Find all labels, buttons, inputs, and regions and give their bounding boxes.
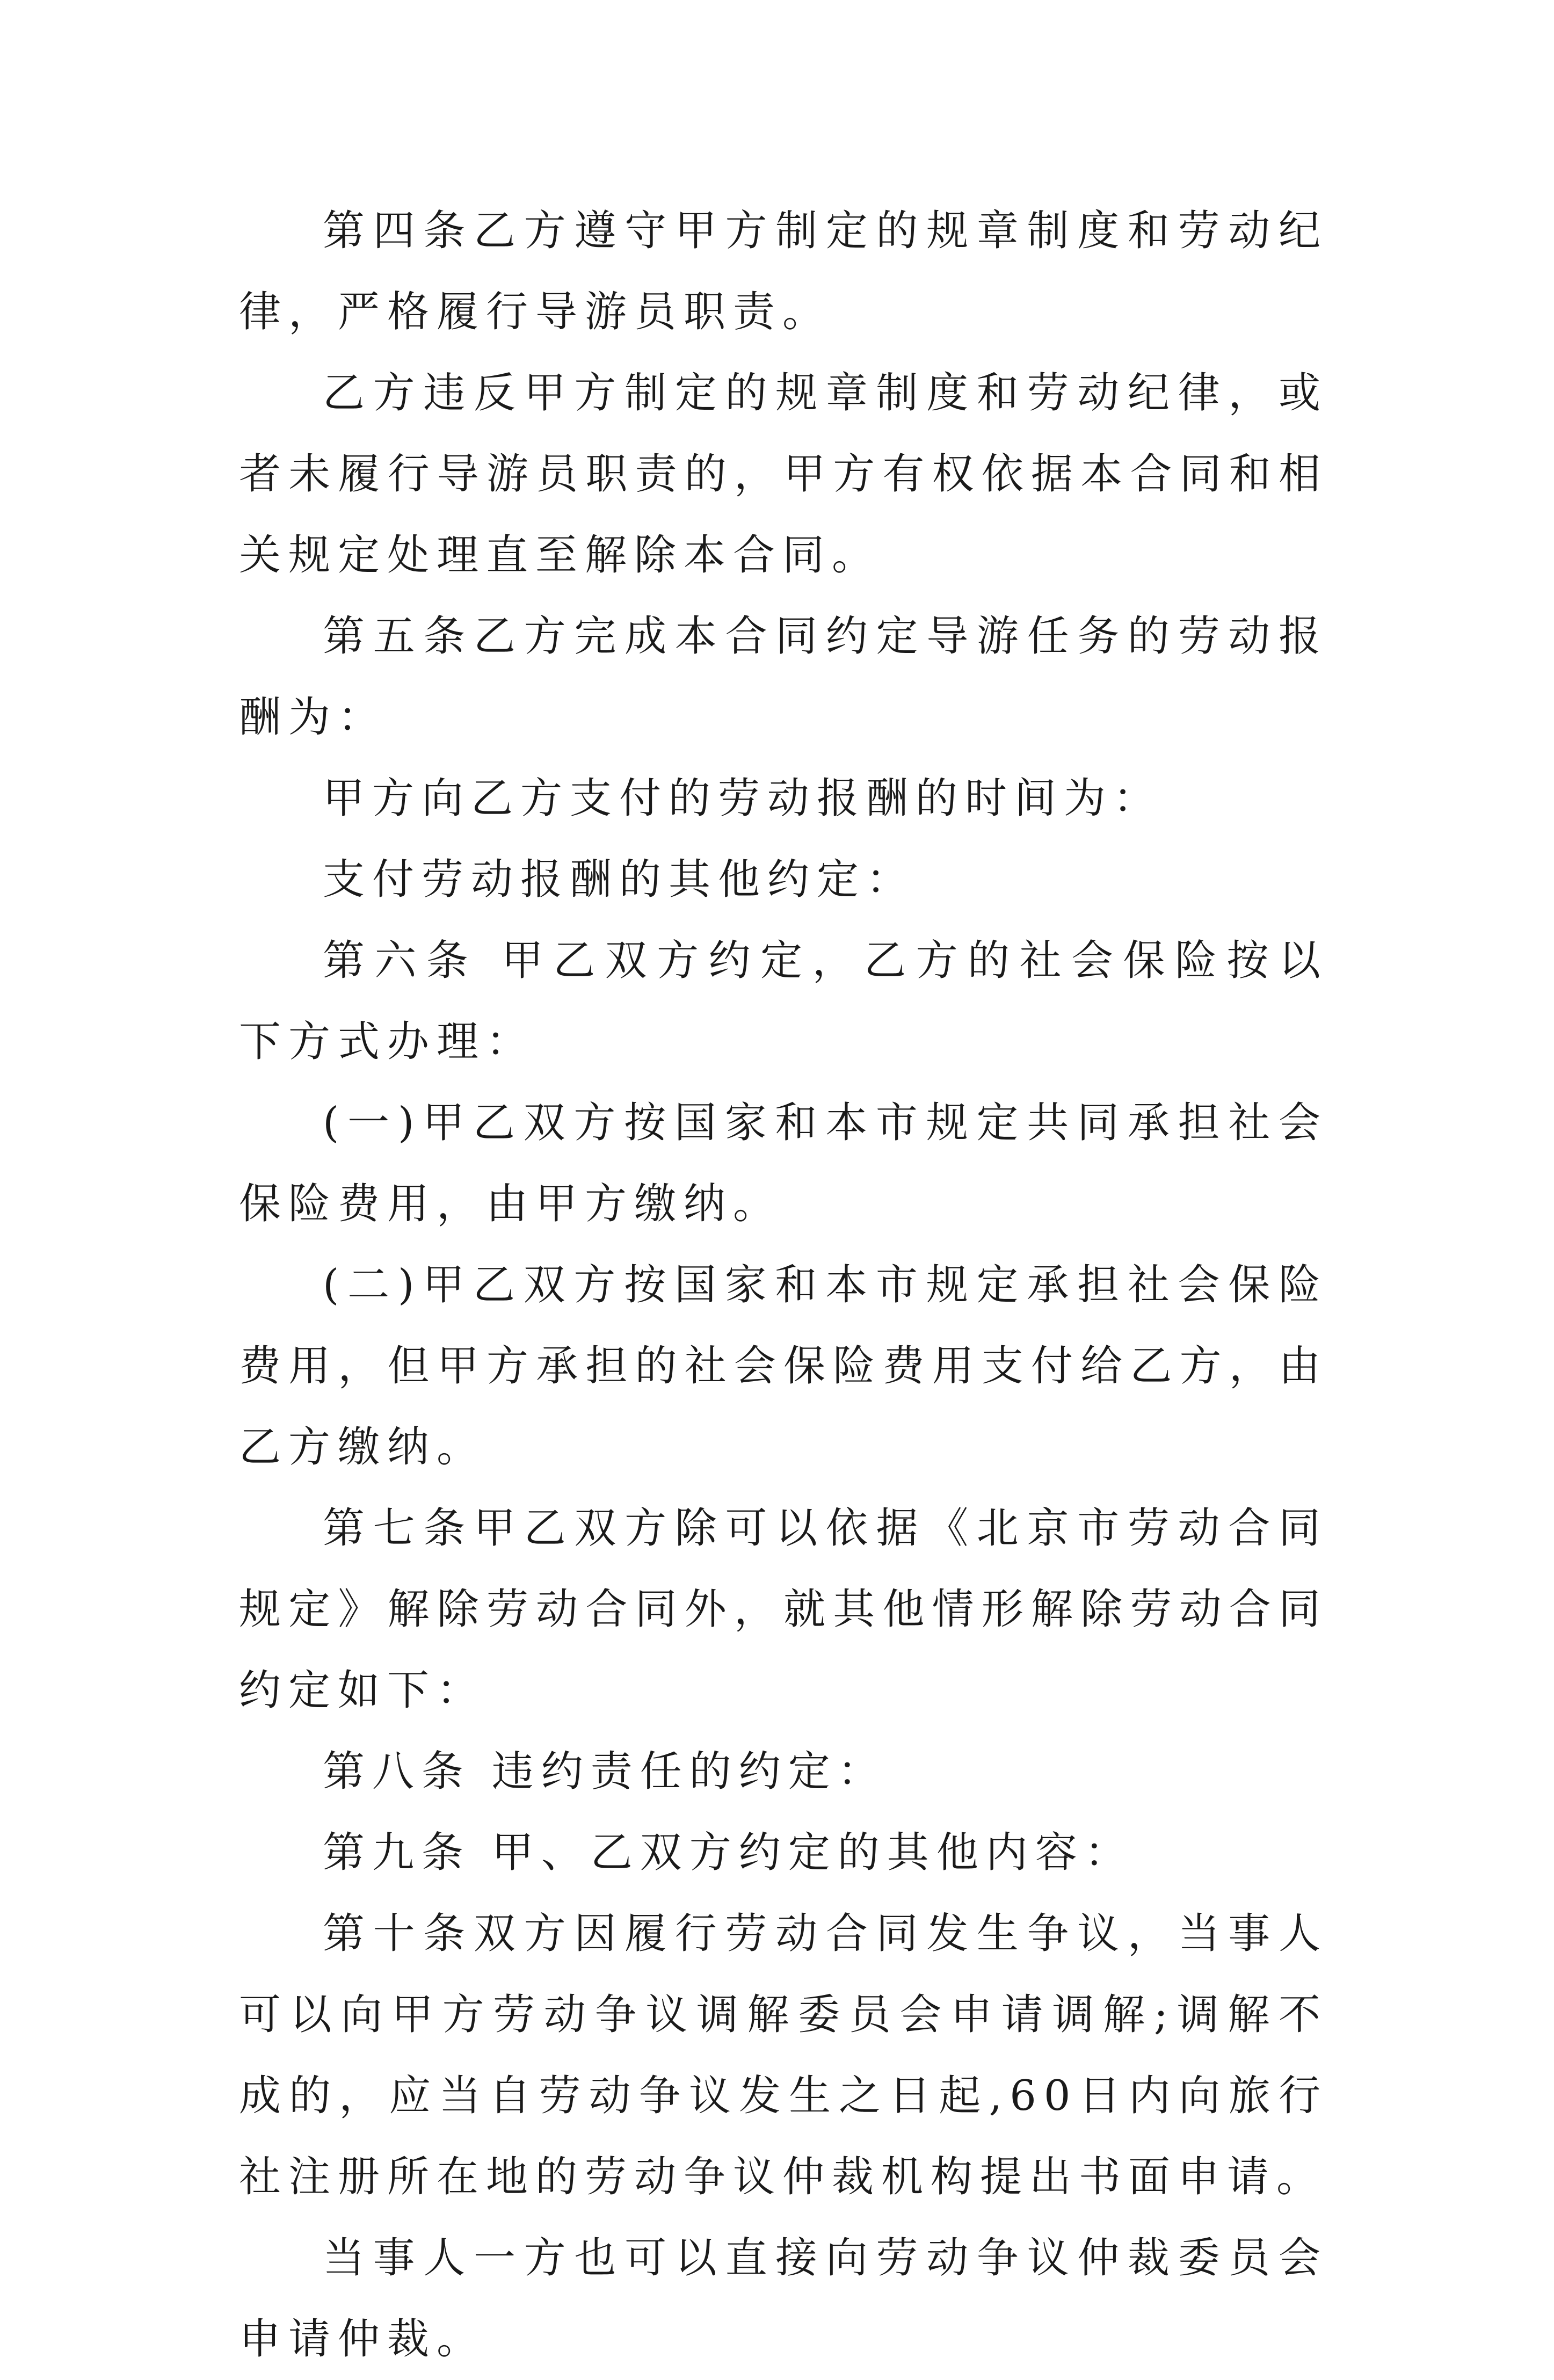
paragraph-article-4-violation: 乙方违反甲方制定的规章制度和劳动纪律，或者未履行导游员职责的，甲方有权依据本合同和相关规定处理直至解除本合同。 (239, 369, 1328, 579)
paragraph-article-10: 第十条双方因履行劳动合同发生争议，当事人可以向甲方劳动争议调解委员会申请调解;调解不成的，应当自劳动争议发生之日起,60日内向旅行社注册所在地的劳动争议仲裁机构提出书面申请。 (239, 1910, 1328, 2201)
paragraph-payment-other: 支付劳动报酬的其他约定： (323, 855, 916, 904)
paragraph-article-6: 第六条 甲乙双方约定，乙方的社会保险按以下方式办理： (239, 937, 1328, 1066)
contract-body (239, 191, 1328, 2380)
paragraph-article-7: 第七条甲乙双方除可以依据《北京市劳动合同规定》解除劳动合同外，就其他情形解除劳动合同约定如下： (239, 1504, 1328, 1715)
paragraph-insurance-option-2: (二)甲乙双方按国家和本市规定承担社会保险费用，但甲方承担的社会保险费用支付给乙方，由乙方缴纳。 (239, 1261, 1328, 1471)
paragraph-article-9: 第九条 甲、乙双方约定的其他内容： (323, 1828, 1134, 1877)
paragraph-payment-time: 甲方向乙方支付的劳动报酬的时间为： (323, 774, 1163, 823)
paragraph-arbitration: 当事人一方也可以直接向劳动争议仲裁委员会申请仲裁。 (239, 2234, 1328, 2363)
paragraph-insurance-option-1: (一)甲乙双方按国家和本市规定共同承担社会保险费用，由甲方缴纳。 (239, 1099, 1328, 1228)
paragraph-article-8: 第八条 违约责任的约定： (323, 1747, 887, 1796)
paragraph-article-4: 第四条乙方遵守甲方制定的规章制度和劳动纪律，严格履行导游员职责。 (239, 207, 1328, 336)
paragraph-article-5: 第五条乙方完成本合同约定导游任务的劳动报酬为： (239, 612, 1328, 742)
